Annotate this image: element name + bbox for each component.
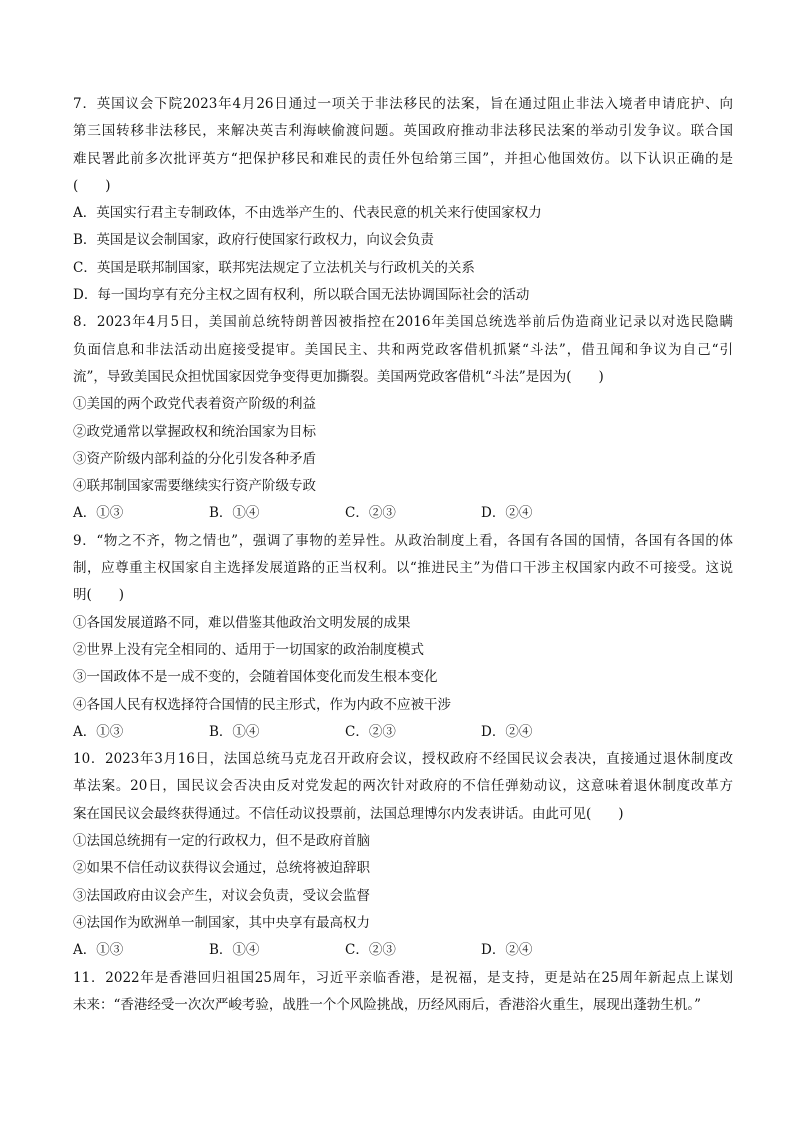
question-9-stem-line: 9．“物之不齐，物之情也”，强调了事物的差异性。从政治制度上看，各国有各国的国情，各国有各国的体 <box>73 532 733 549</box>
question-9-item-1: ①各国发展道路不同，难以借鉴其他政治文明发展的成果 <box>73 614 411 631</box>
option-d: D．②④ <box>481 505 533 522</box>
question-8 <box>73 309 733 527</box>
option-b: B．①④ <box>209 942 260 959</box>
question-8-stem-line: 负面信息和非法活动出庭接受提审。美国民主、共和两党政客借机抓紧“斗法”，借丑闻和争议为自己“引 <box>73 341 733 358</box>
question-8-stem-line: 8．2023年4月5日，美国前总统特朗普因被指控在2016年美国总统选举前后伪造商业记录以对选民隐瞒 <box>73 314 733 331</box>
option-a: A．①③ <box>73 505 124 522</box>
question-7-answer-blank: ( ) <box>73 177 111 194</box>
option-c: C．②③ <box>345 723 396 740</box>
option-b: B．①④ <box>209 723 260 740</box>
exam-page-content <box>73 91 733 1019</box>
question-10-item-2: ②如果不信任动议获得议会通过，总统将被迫辞职 <box>73 860 370 877</box>
question-7-stem-line: 第三国转移非法移民，来解决英吉利海峡偷渡问题。英国政府推动非法移民法案的举动引发争议。联合国 <box>73 123 733 140</box>
option-d: D．②④ <box>481 723 533 740</box>
question-8-item-1: ①美国的两个政党代表着资产阶级的利益 <box>73 396 316 413</box>
question-9 <box>73 528 733 746</box>
question-9-stem-line: 明( ) <box>73 587 125 604</box>
option-a: A．①③ <box>73 723 124 740</box>
question-8-stem-line: 流”，导致美国民众担忧国家因党争变得更加撕裂。美国两党政客借机“斗法”是因为( ) <box>73 368 604 385</box>
question-8-options <box>73 500 733 527</box>
option-a: A．①③ <box>73 942 124 959</box>
question-10 <box>73 746 733 964</box>
question-7 <box>73 91 733 309</box>
question-7-choice-c: C．英国是联邦制国家，联邦宪法规定了立法机关与行政机关的关系 <box>73 259 475 276</box>
question-8-item-3: ③资产阶级内部利益的分化引发各种矛盾 <box>73 450 316 467</box>
question-10-stem-line: 10．2023年3月16日，法国总统马克龙召开政府会议，授权政府不经国民议会表决，直接通过退休制度改 <box>73 751 733 768</box>
option-c: C．②③ <box>345 942 396 959</box>
option-d: D．②④ <box>481 942 533 959</box>
option-c: C．②③ <box>345 505 396 522</box>
question-7-stem-line: 难民署此前多次批评英方“把保护移民和难民的责任外包给第三国”，并担心他国效仿。以下认识正确的是 <box>73 150 733 167</box>
question-10-stem-line: 案在国民议会最终获得通过。不信任动议投票前，法国总理博尔内发表讲话。由此可见( ) <box>73 805 624 822</box>
question-11 <box>73 965 733 1020</box>
question-10-options <box>73 937 733 964</box>
question-7-choice-d: D．每一国均享有充分主权之固有权利，所以联合国无法协调国际社会的活动 <box>73 287 530 304</box>
question-9-item-2: ②世界上没有完全相同的、适用于一切国家的政治制度模式 <box>73 641 424 658</box>
question-10-item-4: ④法国作为欧洲单一制国家，其中央享有最高权力 <box>73 914 370 931</box>
question-9-options <box>73 719 733 746</box>
question-9-item-4: ④各国人民有权选择符合国情的民主形式，作为内政不应被干涉 <box>73 696 451 713</box>
question-10-item-3: ③法国政府由议会产生，对议会负责，受议会监督 <box>73 887 370 904</box>
question-7-stem-line: 7．英国议会下院2023年4月26日通过一项关于非法移民的法案，旨在通过阻止非法入境者申请庇护、向 <box>73 96 733 112</box>
question-10-item-1: ①法国总统拥有一定的行政权力，但不是政府首脑 <box>73 833 370 850</box>
question-11-stem-line: 11．2022年是香港回归祖国25周年，习近平亲临香港，是祝福，是支持，更是站在25周年新起点上谋划 <box>73 969 733 986</box>
question-10-stem-line: 革法案。20日，国民议会否决由反对党发起的两次针对政府的不信任弹劾动议，这意味着退休制度改革方 <box>73 778 733 795</box>
question-7-choice-a: A．英国实行君主专制政体，不由选举产生的、代表民意的机关来行使国家权力 <box>73 205 542 222</box>
question-8-item-2: ②政党通常以掌握政权和统治国家为目标 <box>73 423 316 440</box>
question-7-choice-b: B．英国是议会制国家，政府行使国家行政权力，向议会负责 <box>73 232 434 249</box>
question-11-stem-line: 未来：“香港经受一次次严峻考验，战胜一个个风险挑战，历经风雨后，香港浴火重生，展现出蓬勃生机。” <box>73 996 702 1013</box>
question-9-stem-line: 制，应尊重主权国家自主选择发展道路的正当权利。以“推进民主”为借口干涉主权国家内政不可接受。这说 <box>73 560 733 577</box>
question-9-item-3: ③一国政体不是一成不变的，会随着国体变化而发生根本变化 <box>73 669 438 686</box>
question-8-item-4: ④联邦制国家需要继续实行资产阶级专政 <box>73 478 316 495</box>
option-b: B．①④ <box>209 505 260 522</box>
